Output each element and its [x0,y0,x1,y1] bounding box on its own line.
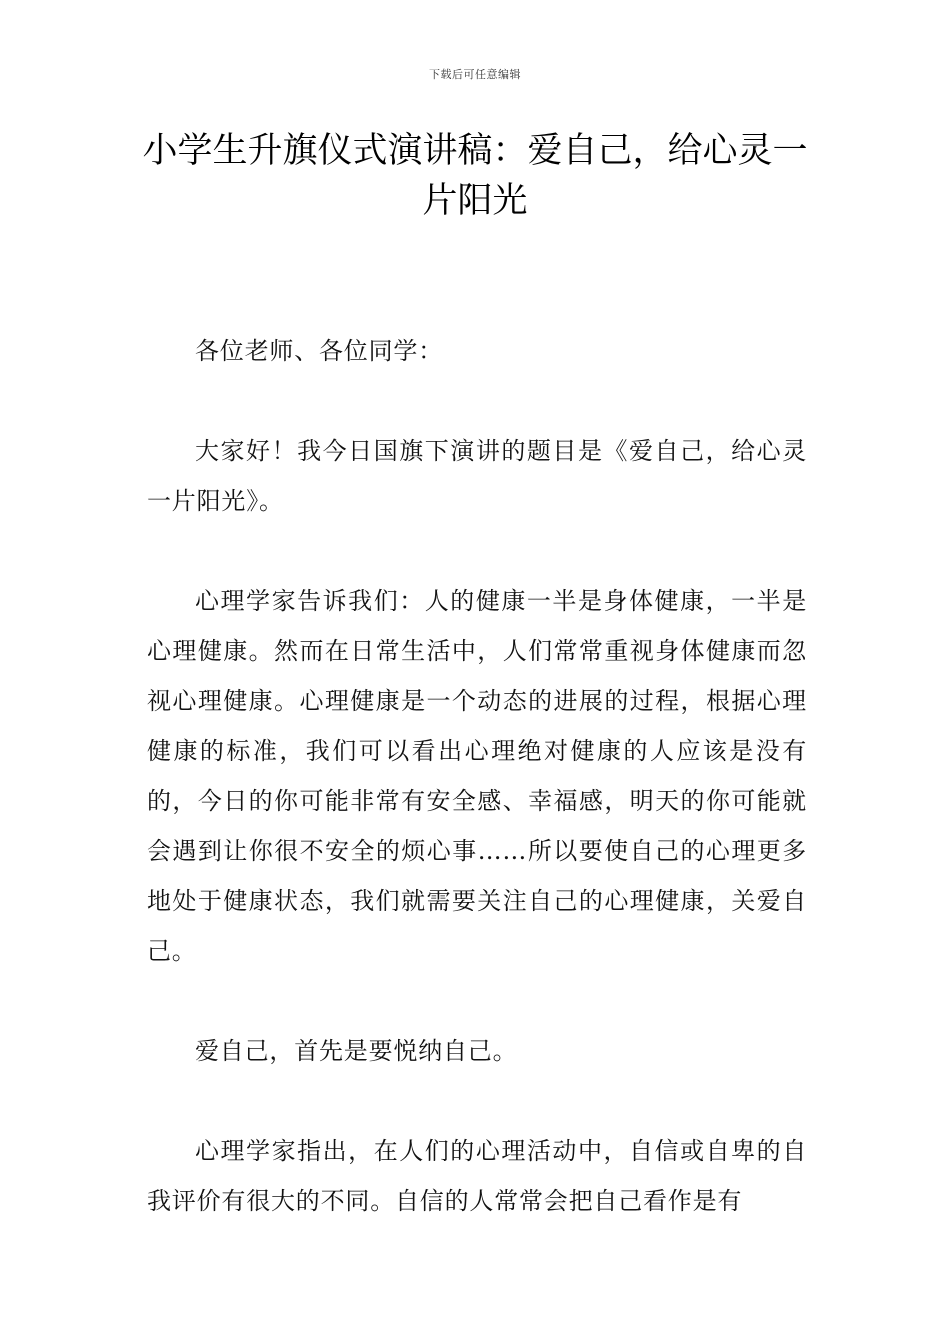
document-title: 小学生升旗仪式演讲稿：爱自己，给心灵一片阳光 [142,131,808,221]
paragraph-confidence: 心理学家指出，在人们的心理活动中，自信或自卑的自我评价有很大的不同。自信的人常常会把自己看作是有 [147,1137,807,1215]
document-body [147,326,807,1276]
paragraph-greeting: 各位老师、各位同学： [195,337,443,365]
paragraph-self-acceptance: 爱自己，首先是要悦纳自己。 [195,1037,518,1065]
paragraph-psychology: 心理学家告诉我们：人的健康一半是身体健康，一半是心理健康。然而在日常生活中，人们常常重视身体健康而忽视心理健康。心理健康是一个动态的进展的过程，根据心理健康的标准，我们可以看出心理绝对健康的人应该是没有的，今日的你可能非常有安全感、幸福感，明天的你可能就会遇到让你很不安全的烦心事……所以要使自己的心理更多地处于健康状态，我们就需要关注自己的心理健康，关爱自己。 [147,587,807,965]
paragraph-intro: 大家好！我今日国旗下演讲的题目是《爱自己，给心灵一片阳光》。 [147,437,807,515]
header-note: 下载后可任意编辑 [429,68,521,81]
